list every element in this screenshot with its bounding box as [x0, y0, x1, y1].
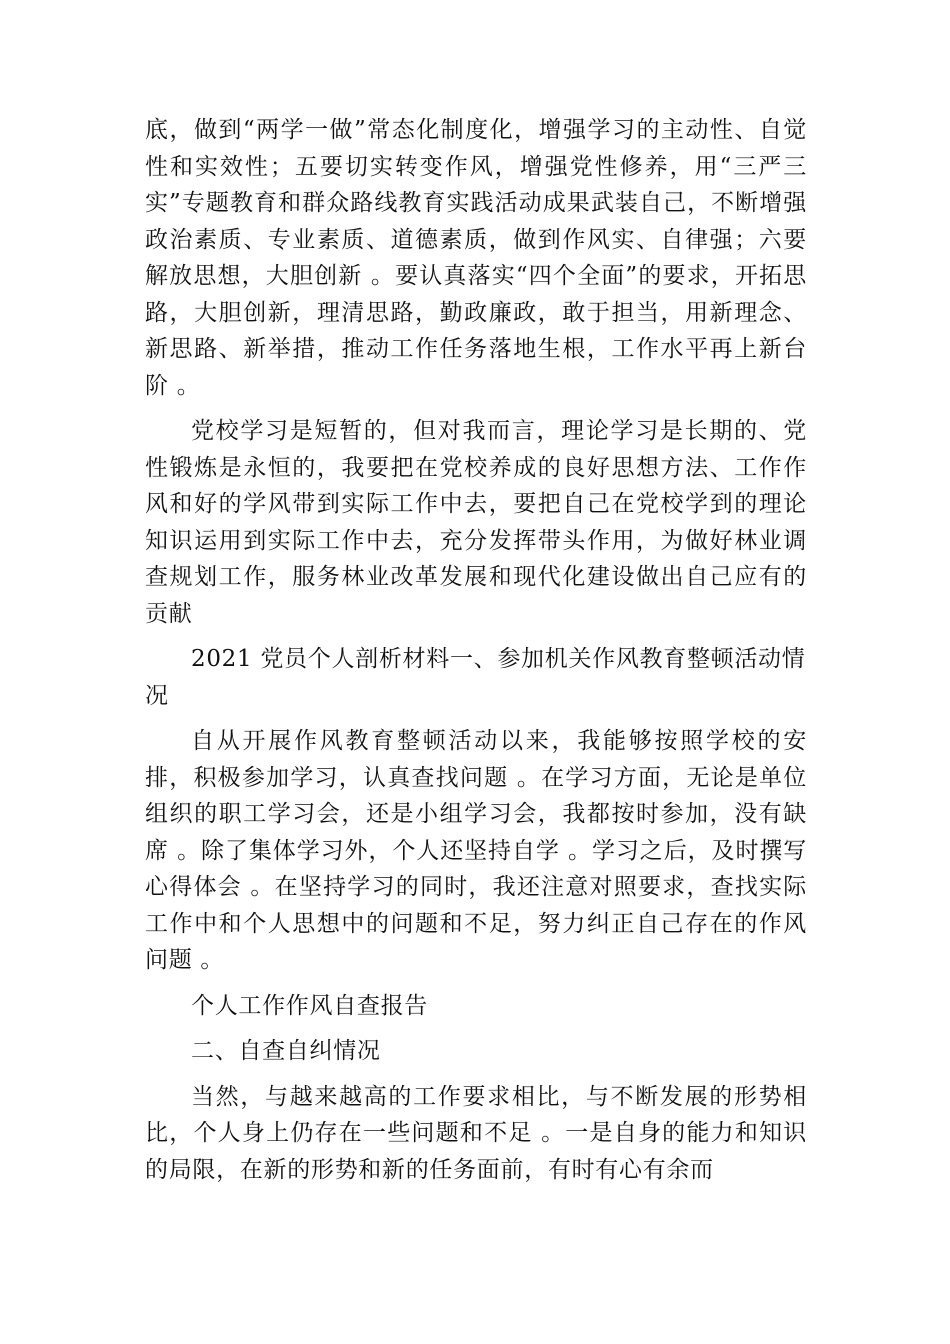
section-heading-report: 个人工作作风自查报告	[191, 992, 428, 1019]
paragraph-shortcomings: 当然，与越来越高的工作要求相比，与不断发展的形势相比，个人身上仍存在一些问题和不足 。一是自身的能力和知识的局限，在新的形势和新的任务面前，有时有心有余而	[145, 1083, 807, 1183]
section-heading-self-check: 二、自查自纠情况	[191, 1038, 381, 1064]
paragraph-party-school: 党校学习是短暂的，但对我而言，理论学习是长期的、党性锻炼是永恒的，我要把在党校养成的良好思想方法、工作作风和好的学风带到实际工作中去，要把自己在党校学到的理论知识运用到实际工作中去，充分发挥带头作用，为做好林业调查规划工作，服务林业改革发展和现代化建设做出自己应有的贡献	[145, 418, 807, 627]
document-body	[145, 112, 807, 1197]
paragraph-continuation: 底，做到“两学一做”常态化制度化，增强学习的主动性、自觉性和实效性；五要切实转变作风，增强党性修养，用“三严三实”专题教育和群众路线教育实践活动成果武装自己，不断增强政治素质、专业素质、道德素质，做到作风实、自律强；六要解放思想，大胆创新 。要认真落实“四个全面”的要求，开拓思路，大胆创新，理清思路，勤政廉政，敢于担当，用新理念、新思路、新举措，推动工作任务落地生根，工作水平再上新台阶 。	[145, 117, 807, 399]
paragraph-rectification: 自从开展作风教育整顿活动以来，我能够按照学校的安排，积极参加学习，认真查找问题 。在学习方面，无论是单位组织的职工学习会，还是小组学习会，我都按时参加，没有缺席 。除了集体学习外，个人还坚持自学 。学习之后，及时撰写心得体会 。在坚持学习的同时，我还注意对照要求，查找实际工作中和个人思想中的问题和不足，努力纠正自己存在的作风问题 。	[145, 728, 807, 973]
section-heading-analysis: 2021 党员个人剖析材料一、参加机关作风教育整顿活动情况	[145, 646, 806, 709]
